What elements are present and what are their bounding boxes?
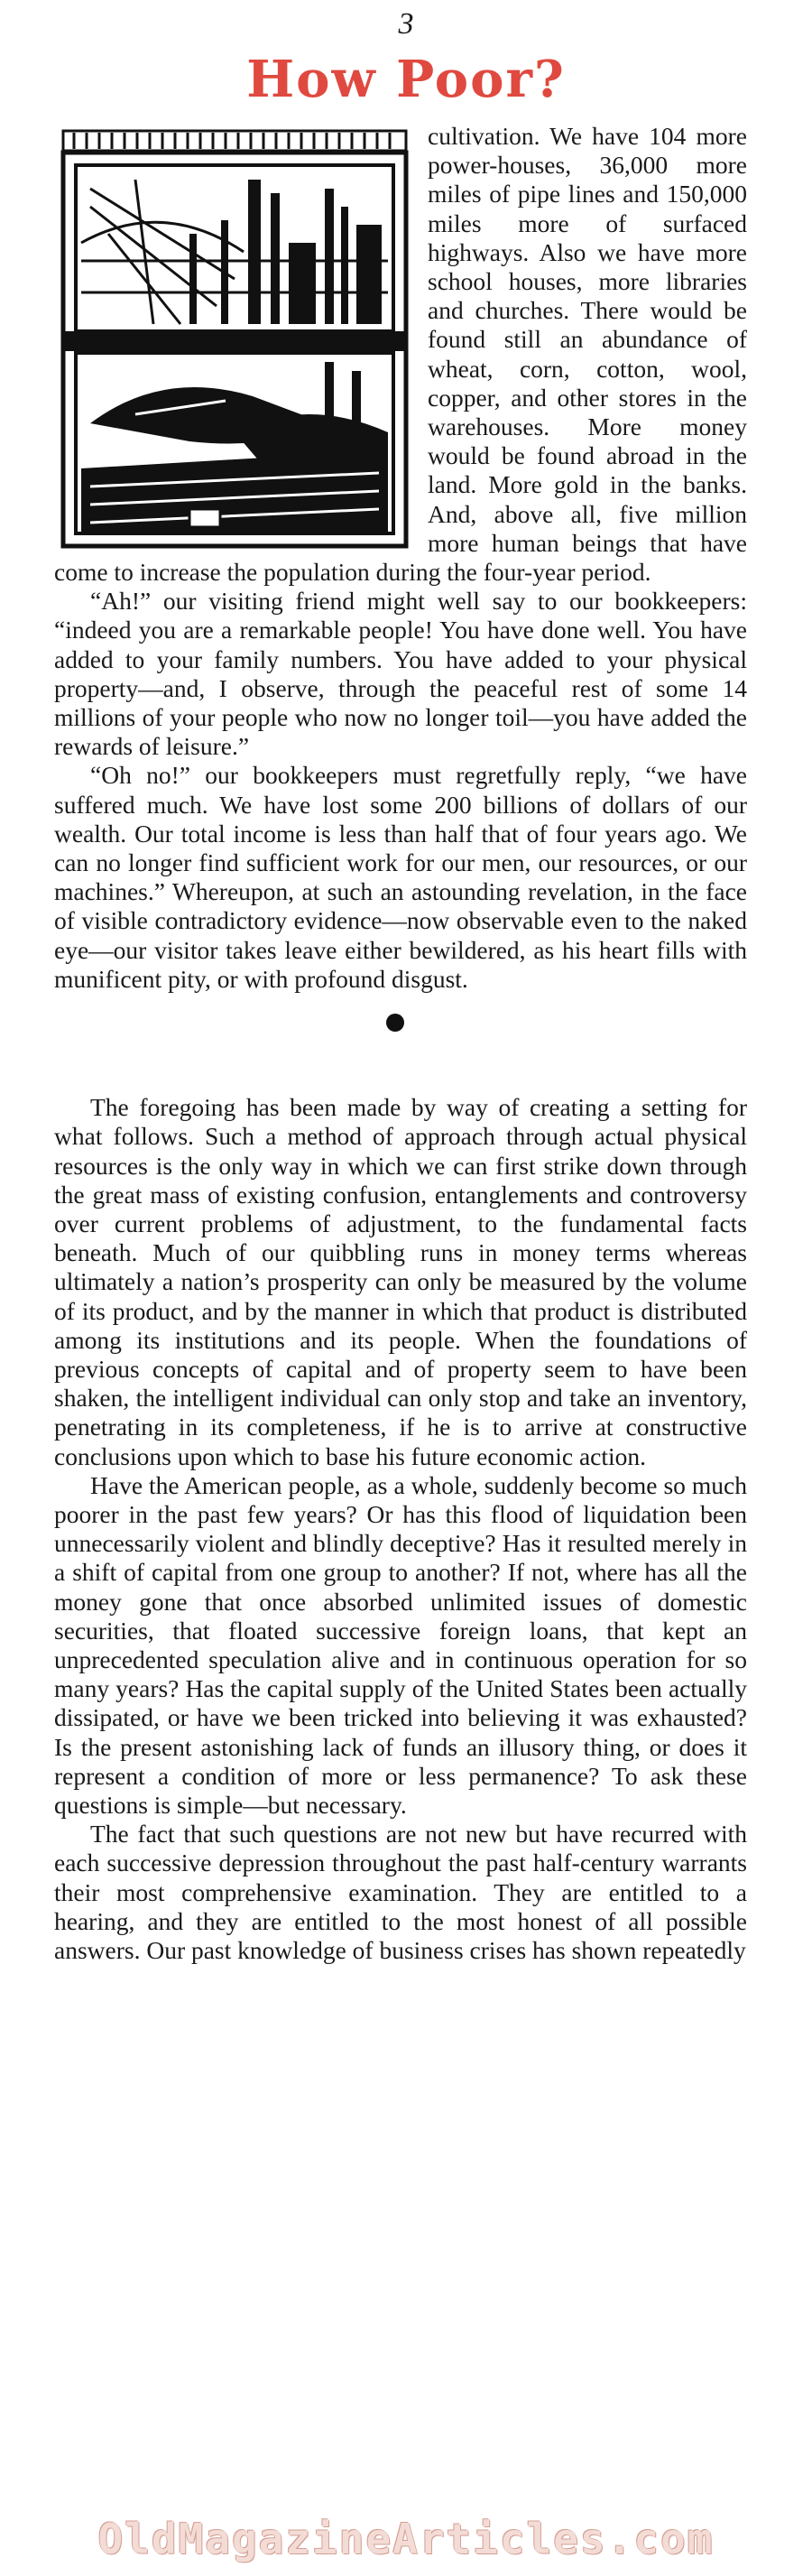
article-headline: How Poor? bbox=[246, 50, 566, 109]
article-body bbox=[54, 122, 747, 1965]
section-divider bbox=[54, 994, 747, 1093]
paragraph: “Oh no!” our bookkeepers must regretfully reply, “we have suffered much. We have lost some 200 billions of dollars of our wealth. Our total income is less than half that of four years ago. We can no longer find sufficient work for our men, our resources, or our machines.” Whereupon, at such an astounding revelation, in the face of visible contradictory evidence—now observable even to the naked eye—our visitor takes leave either bewildered, as his heart fills with munificent pity, or with profound disgust. bbox=[54, 761, 747, 993]
paragraph: “Ah!” our visiting friend might well say to our bookkeepers: “indeed you are a remarkable people! You have done well. You have added to your family numbers. You have added to your physical property—and, I observe, through the peaceful rest of some 14 millions of your people who now no longer toil—you have added the rewards of leisure.” bbox=[54, 587, 747, 761]
industrial-illustration bbox=[54, 125, 415, 551]
paragraph: Have the American people, as a whole, suddenly become so much poorer in the past few years? Or has this flood of liquidation been unnecessarily violent and blindly deceptive? Has it resulted merely in a shift of capital from one group to another? If not, where has all the money gone that once absorbed unlimited issues of domestic securities, that floated successive foreign loans, that kept an unprecedented speculation alive and in continuous operation for so many years? Has the capital supply of the United States been actually dissipated, or have we been tricked into believing it was exhausted? Is the present astonishing lack of funds an illusory thing, or does it represent a condition of more or less permanence? To ask these questions is simple—but necessary. bbox=[54, 1470, 747, 1819]
paragraph: cultivation. We have 104 more power-houses, 36,000 more miles of pipe lines and 150,000 miles more of surfaced highways. Also we have more school houses, more libraries and churches. There would be found still an abundance of wheat, corn, cotton, wool, copper, and other stores in the warehouses. More money would be found abroad in the land. More gold in the banks. And, above all, five million more human beings that have come to increase the population during the four-year period. bbox=[54, 122, 747, 587]
paragraph: The fact that such questions are not new but have recurred with each successive depression throughout the past half-century warrants their most comprehensive examination. They are entitled to a hearing, and they are entitled to the most honest of all possible answers. Our past knowledge of business crises has shown repeatedly bbox=[54, 1820, 747, 1964]
page-number: 3 bbox=[398, 7, 414, 41]
site-watermark: OldMagazineArticles.com bbox=[97, 2515, 715, 2563]
paragraph: The foregoing has been made by way of creating a setting for what follows. Such a method of approach through actual physical resources is the only way in which we can first strike down through the great mass of existing confusion, entanglements and controversy over current problems of adjustment, to the fundamental facts beneath. Much of our quibbling runs in money terms whereas ultimately a nation’s prosperity can only be measured by the volume of its product, and by the manner in which that product is distributed among its institutions and its people. When the foundations of previous concepts of capital and of property seem to have been shaken, the intelligent individual can only stop and take an inventory, penetrating in its completeness, if he is to arrive at constructive conclusions upon which to base his future economic action. bbox=[54, 1093, 747, 1470]
bullet-dot-icon bbox=[386, 1014, 404, 1032]
